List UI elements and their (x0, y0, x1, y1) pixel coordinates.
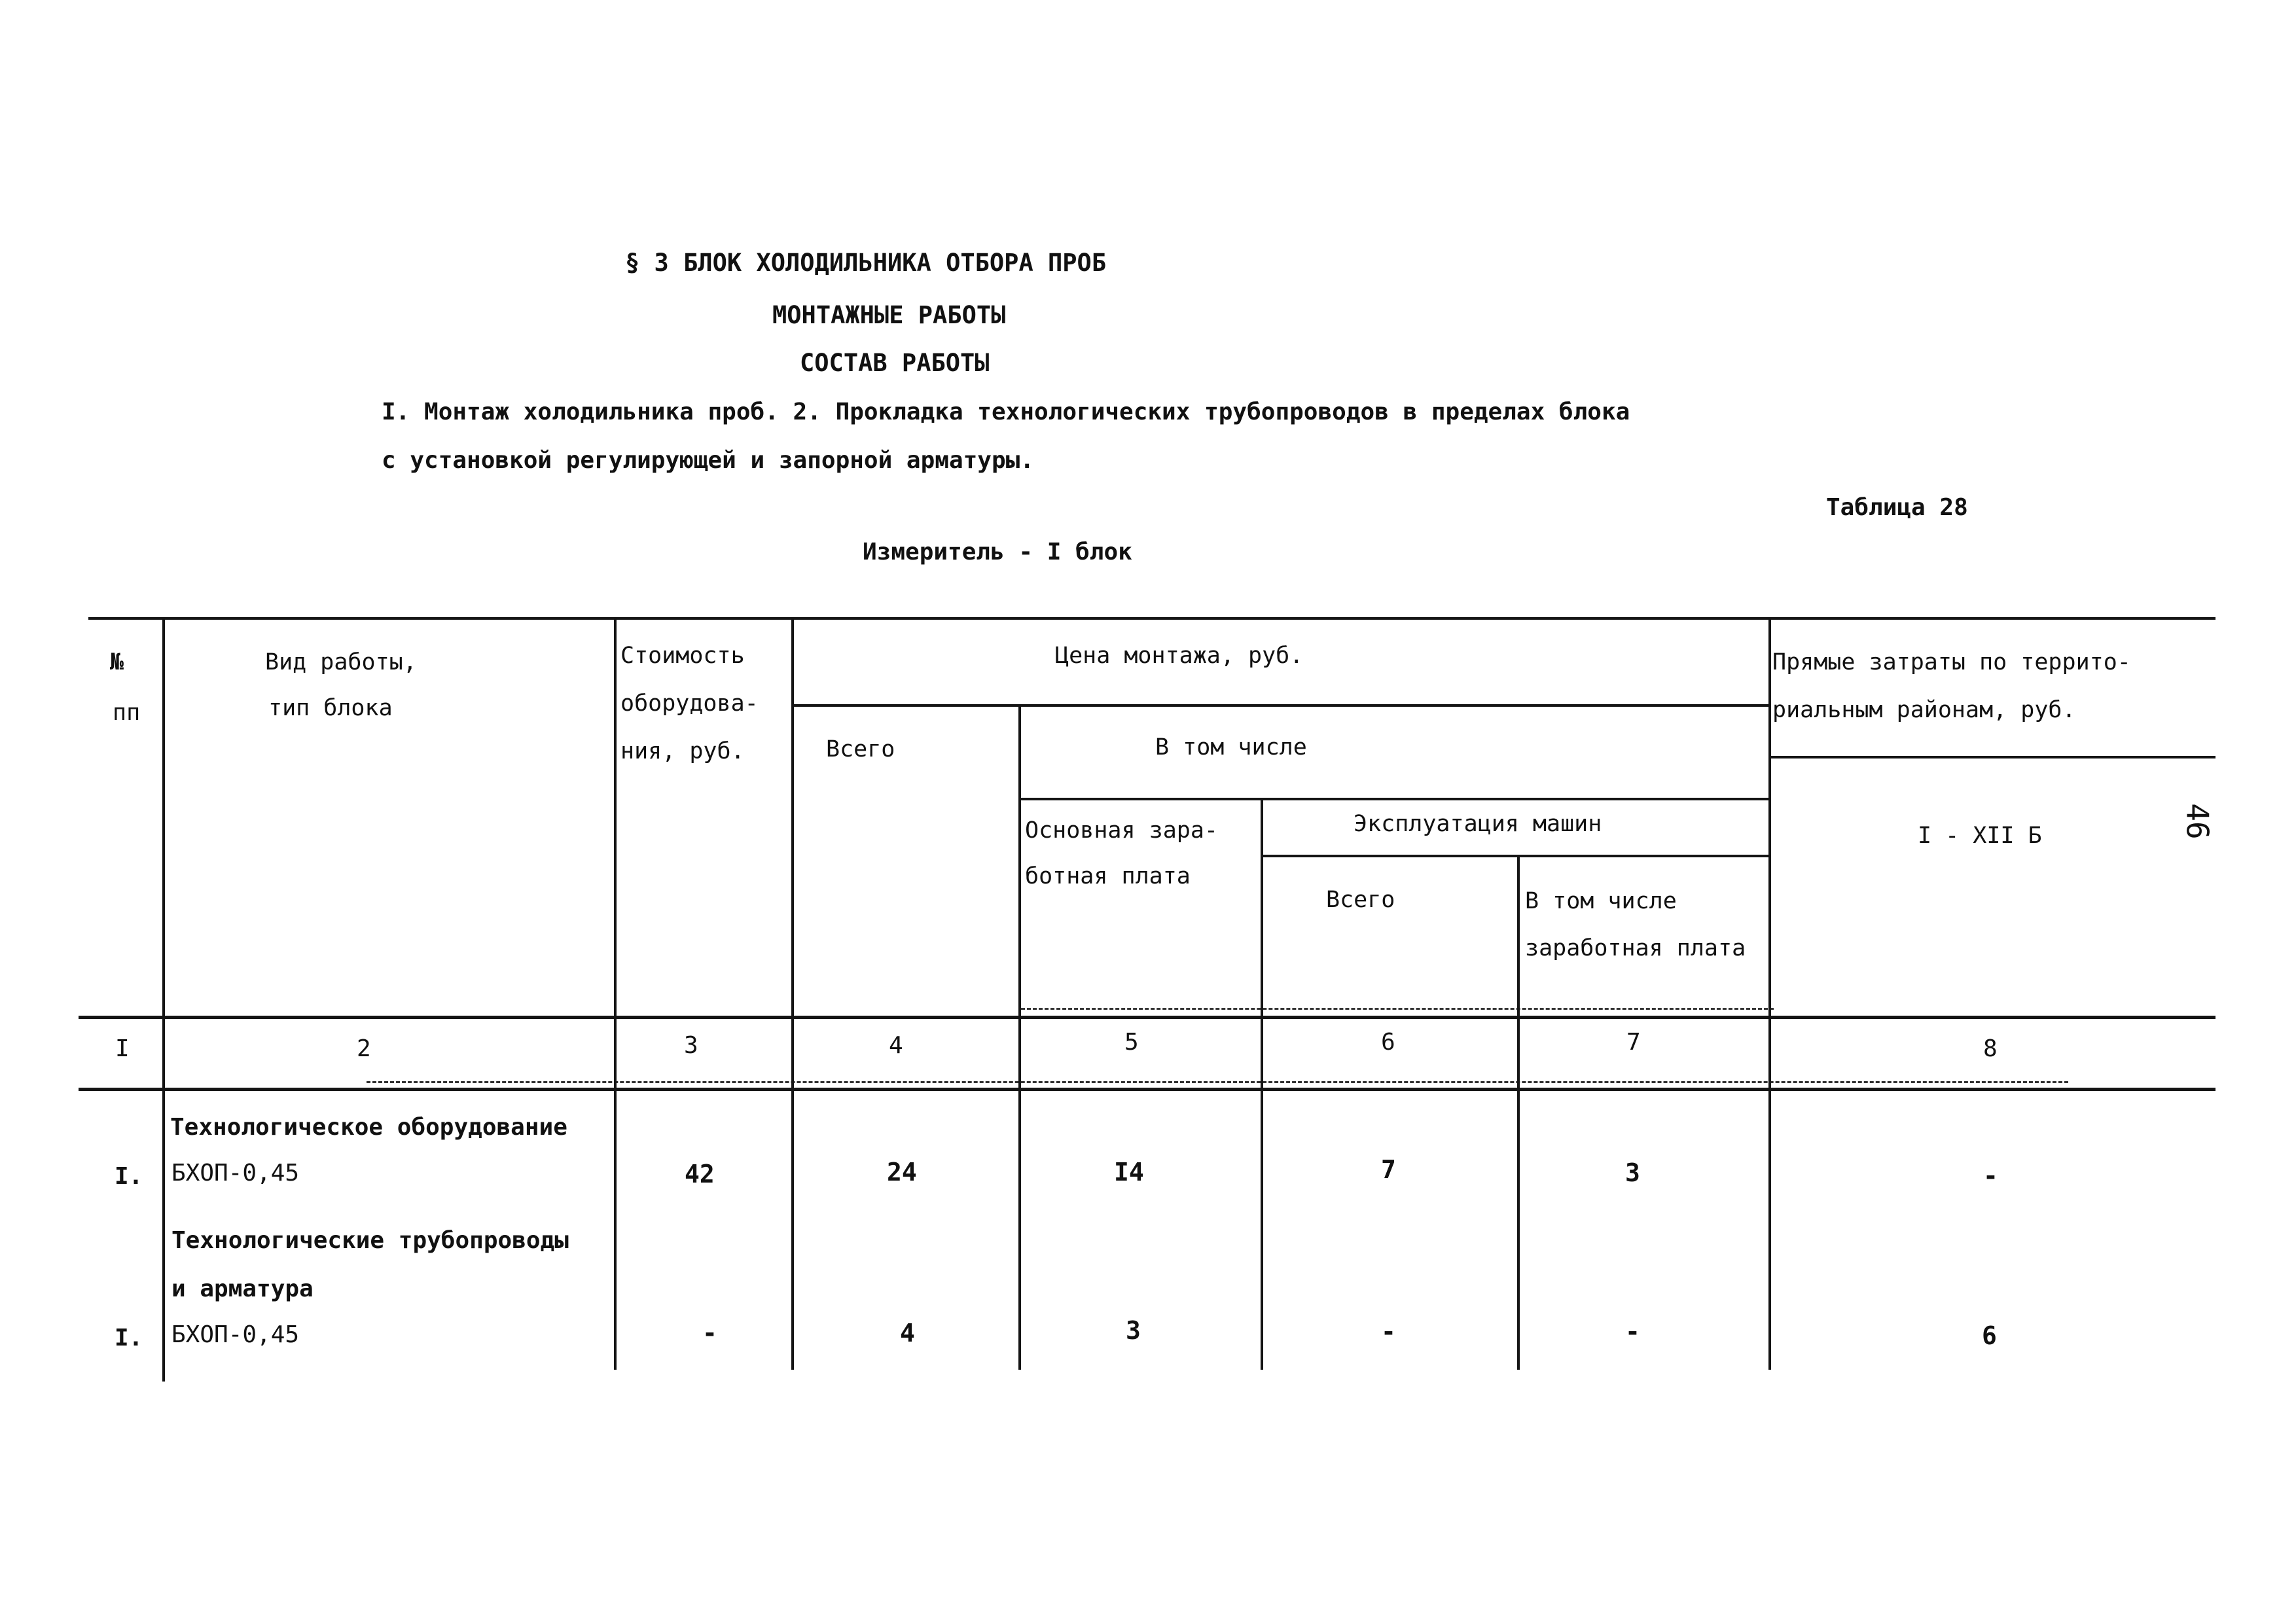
row-1-direct-costs: - (1983, 1162, 1998, 1190)
header-direct-costs-line-2: риальным районам, руб. (1772, 697, 2076, 723)
row-2-total: 4 (900, 1319, 915, 1347)
section-title: § 3 БЛОК ХОЛОДИЛЬНИКА ОТБОРА ПРОБ (625, 249, 1107, 277)
header-cost-line-3: ния, руб. (620, 738, 745, 764)
header-machine-wage-line-1: В том числе (1525, 888, 1677, 914)
column-number-7: 7 (1626, 1029, 1641, 1056)
row-1-title: Технологическое оборудование (170, 1114, 567, 1141)
column-number-4: 4 (889, 1032, 903, 1059)
column-number-8: 8 (1983, 1035, 1998, 1062)
work-description-line-1: I. Монтаж холодильника проб. 2. Прокладка технологических трубопроводов в пределах блока (382, 399, 1630, 425)
header-cost-line-1: Стоимость (620, 643, 745, 669)
row-1-block-type: БХОП-0,45 (171, 1160, 300, 1186)
row-1-number: I. (115, 1163, 143, 1190)
row-2-direct-costs: 6 (1982, 1321, 1997, 1350)
header-install-price: Цена монтажа, руб. (1055, 643, 1304, 669)
table-label: Таблица 28 (1826, 494, 1968, 521)
row-2-machine-wage: - (1625, 1317, 1640, 1346)
subtitle-installation-works: МОНТАЖНЫЕ РАБОТЫ (772, 301, 1006, 329)
subtitle-work-composition: СОСТАВ РАБОТЫ (800, 349, 990, 377)
row-1-base-wage: I4 (1114, 1158, 1144, 1186)
column-number-2: 2 (357, 1035, 371, 1062)
measure-unit: Измеритель - I блок (863, 539, 1132, 565)
header-work-type-line-1: Вид работы, (265, 649, 417, 675)
header-region: I - XII Б (1918, 823, 2042, 849)
row-1-machine-total: 7 (1381, 1155, 1396, 1184)
row-1-equipment-cost: 42 (685, 1160, 715, 1188)
column-number-5: 5 (1124, 1029, 1139, 1056)
header-num-symbol: № (110, 649, 124, 675)
header-base-wage-line-1: Основная зара- (1025, 817, 1219, 844)
column-number-1: I (115, 1035, 130, 1062)
row-2-number: I. (115, 1325, 143, 1351)
work-description-line-2: с установкой регулирующей и запорной арматуры. (382, 447, 1034, 474)
row-2-base-wage: 3 (1126, 1316, 1141, 1345)
header-machine-operation: Эксплуатация машин (1354, 811, 1602, 837)
row-2-machine-total: - (1381, 1317, 1396, 1346)
row-1-total: 24 (887, 1158, 917, 1186)
column-number-3: 3 (684, 1032, 698, 1059)
header-direct-costs-line-1: Прямые затраты по террито- (1772, 649, 2131, 675)
row-2-equipment-cost: - (702, 1319, 717, 1347)
header-cost-line-2: оборудова- (620, 690, 759, 717)
header-including: В том числе (1155, 734, 1307, 760)
row-2-block-type: БХОП-0,45 (171, 1321, 300, 1348)
header-num-pp: пп (113, 700, 141, 726)
row-2-title-line-2: и арматура (171, 1275, 314, 1302)
column-number-6: 6 (1381, 1029, 1395, 1056)
page-number: 46 (2179, 803, 2215, 840)
row-1-machine-wage: 3 (1625, 1158, 1640, 1187)
header-work-type-line-2: тип блока (268, 695, 393, 721)
header-machine-total: Всего (1326, 887, 1395, 913)
header-machine-wage-line-2: заработная плата (1525, 935, 1746, 961)
header-total: Всего (826, 736, 895, 762)
header-base-wage-line-2: ботная плата (1025, 863, 1191, 889)
row-2-title-line-1: Технологические трубопроводы (171, 1227, 569, 1254)
